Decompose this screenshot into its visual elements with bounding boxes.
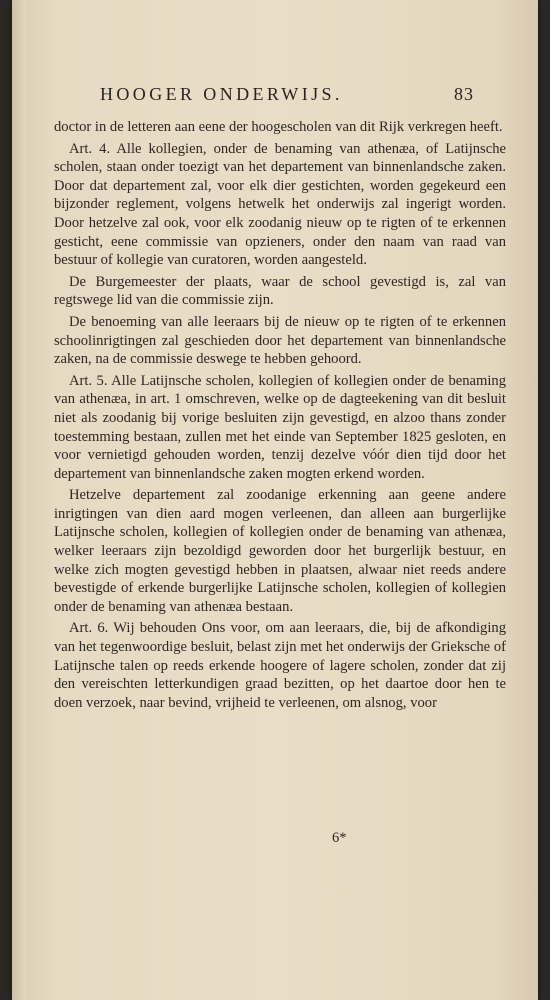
paragraph: Hetzelve departement zal zoodanige erkenning aan geene andere inrigtingen van dien aard mogen verleenen, dan alleen aan burgerlijke Latijnsche scholen, kollegien of kollegien onder de benaming van athenæa, welker leeraars zijn bezoldigd geworden door het burgerlijk bestuur, en welke zich mogten gevestigd hebben in plaatsen, alwaar niet reeds andere bevestigde of erkende burgerlijke Latijnsche scholen, kollegien of kollegien onder de benaming van athenæa bestaan. — [54, 487, 506, 615]
running-header — [100, 84, 474, 110]
paragraph: De benoeming van alle leeraars bij de nieuw op te rigten of te erkennen schoolinrigtingen zal geschieden door het departement van binnenlandsche zaken, na de commissie deswege te hebben gehoord. — [54, 313, 506, 368]
page-gutter — [12, 0, 26, 1000]
paragraph: Art. 5. Alle Latijnsche scholen, kollegien of kollegien onder de benaming van athenæa, in art. 1 omschreven, welke op de dagteekening van dit besluit niet als zoodanig bij vorige besluiten zijn gevestigd, en alzoo thans zonder toestemming bestaan, zullen met het einde van September 1825 gesloten, en voor vernietigd gehouden worden, tenzij dezelve vóór dien tijd door het departement van binnenlandsche zaken mogten erkend worden. — [54, 372, 506, 482]
body-text — [54, 118, 506, 715]
paragraph: Art. 4. Alle kollegien, onder de benaming van athenæa, of Latijnsche scholen, staan onder toezigt van het departement van binnenlandsche zaken. Door dat departement zal, voor elk dier gestichten, worden gegekeurd een bijzonder reglement, volgens hetwelk het onderwijs zal ingerigt worden. Door hetzelve zal ook, voor elk zoodanig nieuw op te rigten of te erkennen gesticht, eene commissie van opzieners, onder den naam van raad van bestuur of kollegie van curatoren, worden aangesteld. — [54, 140, 506, 269]
book-page — [12, 0, 538, 1000]
running-title: HOOGER ONDERWIJS. — [100, 84, 343, 104]
paragraph: Art. 6. Wij behouden Ons voor, om aan leeraars, die, bij de afkondiging van het tegenwoordige besluit, belast zijn met het onderwijs der Grieksche of Latijnsche talen op reeds erkende hoogere of lagere scholen, zonder dat zij den vereischten letterkundigen graad bezitten, op het daartoe door hen te doen verzoek, naar bevind, vrijheid te verleenen, om alsnog, voor — [54, 620, 506, 711]
page-number: 83 — [454, 84, 474, 104]
paragraph: doctor in de letteren aan eene der hoogescholen van dit Rijk verkregen heeft. — [54, 119, 503, 135]
paragraph: De Burgemeester der plaats, waar de school gevestigd is, zal van regtswege lid van die commissie zijn. — [54, 273, 506, 309]
signature-mark: 6* — [332, 830, 347, 846]
